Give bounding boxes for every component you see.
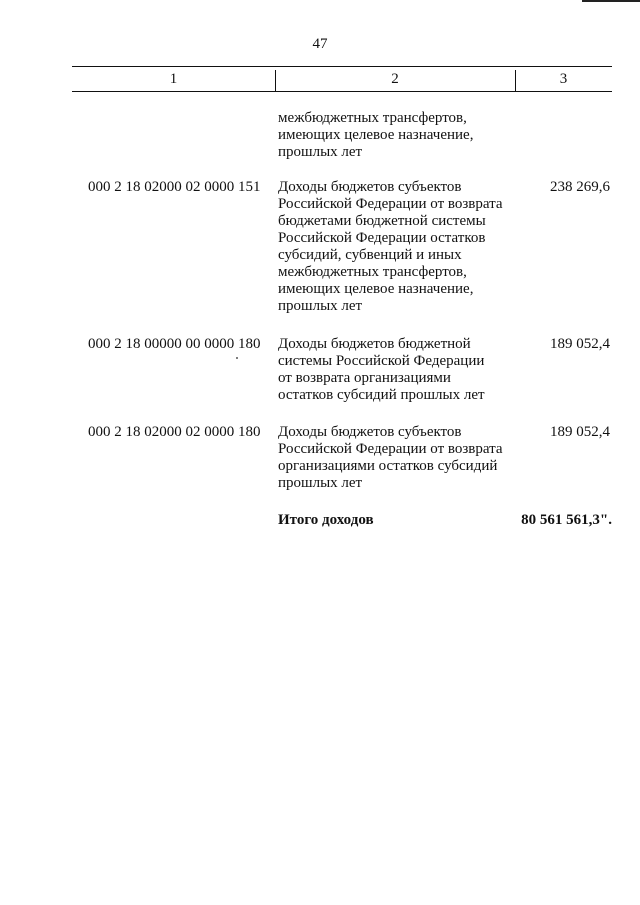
income-amount: 189 052,4 [550,424,610,440]
continued-description: межбюджетных трансфертов, имеющих целевое назначение, прошлых лет [278,110,474,160]
income-amount: 189 052,4 [550,336,610,352]
header-column-2: 2 [391,71,399,87]
header-column-3: 3 [559,71,568,87]
header-column-1: 1 [169,71,178,87]
header-rule-top [72,66,612,67]
page-number: 47 [312,36,328,52]
income-description: Доходы бюджетов субъектов Российской Федерации от возврата бюджетами бюджетной системы Российской Федерации остатков субсидий, субвенций и иных межбюджетных трансфертов, имеющих целевое назначение, прошлых лет [278,179,503,314]
header-rule-bottom [72,91,612,92]
total-amount: 80 561 561,3". [521,512,612,528]
income-description: Доходы бюджетов бюджетной системы Российской Федерации от возврата организациями остатков субсидий прошлых лет [278,336,485,403]
budget-classification-code: 000 2 18 02000 02 0000 151 [88,179,261,195]
page-corner-mark [582,0,640,2]
budget-classification-code: 000 2 18 00000 00 0000 180 [88,336,261,352]
scan-speck [236,357,238,359]
total-label: Итого доходов [278,512,374,528]
income-amount: 238 269,6 [550,179,610,195]
income-description: Доходы бюджетов субъектов Российской Федерации от возврата организациями остатков субсидий прошлых лет [278,424,503,491]
budget-classification-code: 000 2 18 02000 02 0000 180 [88,424,261,440]
